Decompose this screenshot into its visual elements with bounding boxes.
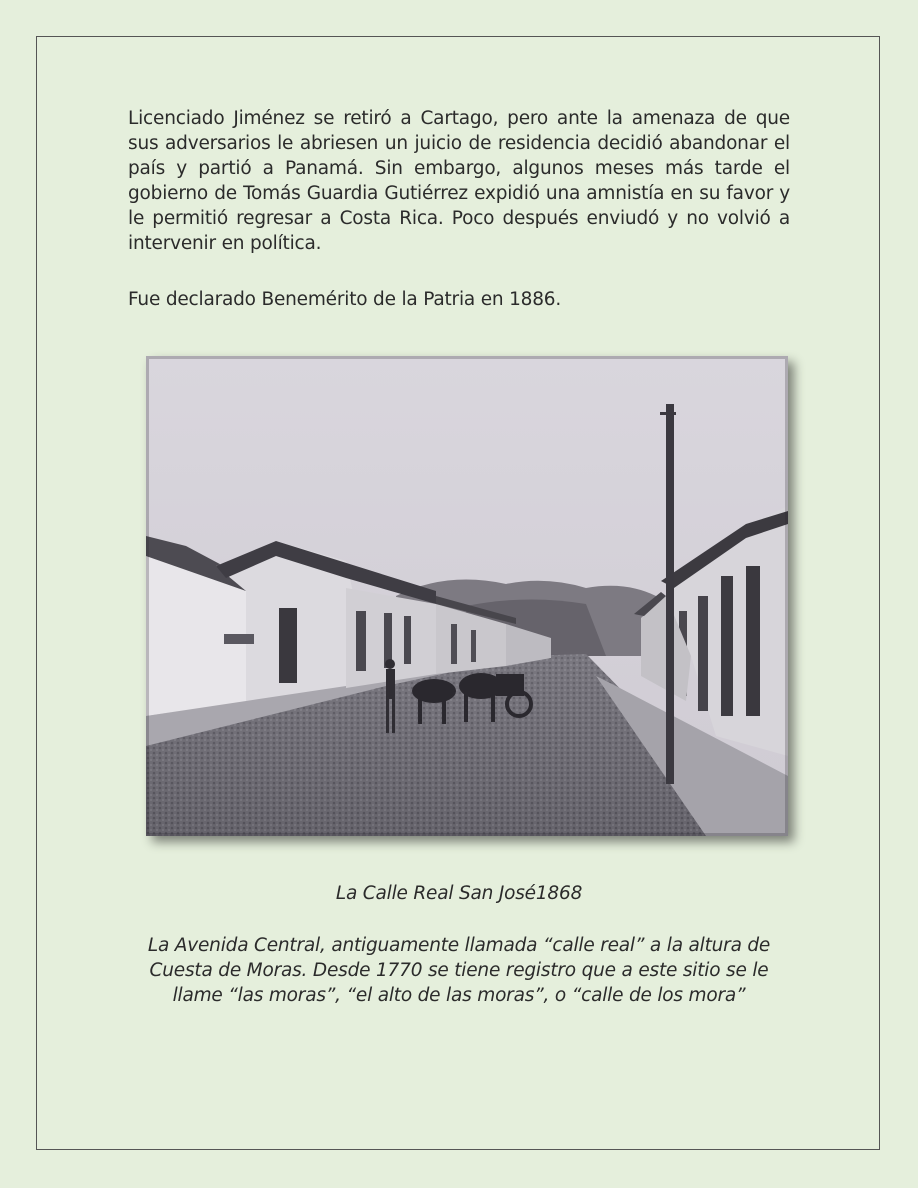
body-paragraph-2: Fue declarado Benemérito de la Patria en 1886. [128,289,562,310]
photo-caption-description: La Avenida Central, antiguamente llamada “calle real” a la altura de Cuesta de Moras. Desde 1770 se tiene registro que a este sitio se le llame “las moras”, “el alto de las moras”, o “calle de los mora” [147,935,771,1006]
body-paragraph-1: Licenciado Jiménez se retiró a Cartago, pero ante la amenaza de que sus adversarios le abriesen un juicio de residencia decidió abandonar el país y partió a Panamá. Sin embargo, algunos meses más tarde el gobierno de Tomás Guardia Gutiérrez expidió una amnistía en su favor y le permitió regresar a Costa Rica. Poco después enviudó y no volvió a intervenir en política. [128,108,790,254]
historic-street-photo [146,356,788,836]
photo-caption-title: La Calle Real San José1868 [335,883,583,904]
